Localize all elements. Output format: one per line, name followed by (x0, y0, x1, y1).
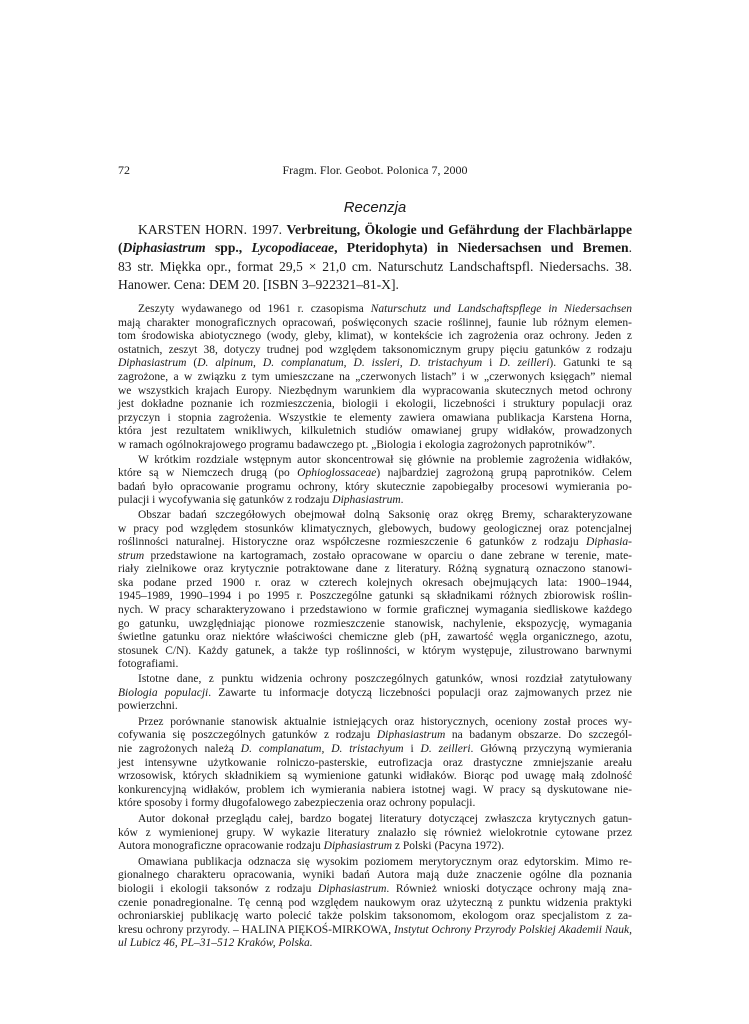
text-line (118, 618, 632, 632)
italic-text: D. zeilleri (499, 357, 550, 370)
text-line (118, 590, 632, 604)
text-segment: 1945–1989, 1990–1994 i po 1995 r. Poszczególne gatunki są składnikami różnych zbiorowisk roślin- (118, 590, 632, 603)
journal-reference: Fragm. Flor. Geobot. Polonica 7, 2000 (282, 163, 468, 177)
paragraph (118, 856, 632, 951)
italic-text: Naturschutz und Landschaftspflege in Niedersachsen (370, 303, 632, 315)
citation-line: Hanower. Cena: DEM 20. [ISBN 3–922321–81-X]. (118, 276, 399, 292)
text-segment: czenie ponadregionalne. Tę cenną pod względem naukowym oraz użyteczną z punktu widzenia praktyki (118, 896, 632, 909)
text-segment: tom środowiska abiotycznego (wody, gleby, klimat), w kontekście ich zagrożenia oraz ochrony. Jeden z (118, 330, 632, 343)
text-line (118, 897, 632, 911)
text-segment: które sposoby i formy długofalowego zabezpieczenia oraz ochrony populacji. (118, 797, 476, 810)
text-segment: powierzchni. (118, 700, 178, 713)
text-segment: Obszar badań szczegółowych obejmował dolną Saksonię oraz okręg Bremy, scharakteryzowane (138, 508, 632, 521)
text-segment: . Zawarte tu informacje dotyczą liczebności populacji oraz zajmowanych przez nie (208, 686, 632, 699)
text-segment: stosunek C/N). Każdy gatunek, a także typ roślinności, w którym występuje, zilustrowano barwnymi (118, 644, 632, 657)
paragraph (118, 454, 632, 508)
text-line (118, 840, 632, 854)
text-line (118, 317, 632, 331)
text-segment: . (400, 494, 404, 507)
text-line (118, 385, 632, 399)
text-line (118, 937, 632, 951)
text-line (118, 330, 632, 344)
italic-text: Diphasiastrum (332, 494, 401, 507)
text-line (118, 797, 632, 811)
text-line (118, 303, 632, 317)
family-name: Lycopodiaceae (251, 240, 335, 256)
text-segment: W krótkim rozdziale wstępnym autor skoncentrował się głównie na problemie zagrożenia widłaków, (138, 453, 632, 466)
text-segment: Autor dokonał przeglądu całej, bardzo bogatej literatury dotyczącej zwłaszcza krytycznych gatun- (138, 812, 632, 825)
text-segment: ska podane przed 1900 r. oraz w czterech kolejnych okresach obejmujących lata: 1900–1944, (118, 576, 632, 589)
text-line (118, 743, 632, 757)
text-segment: nie zagrożonych należą (118, 743, 241, 755)
paragraph (118, 813, 632, 854)
text-segment: . Również wnioski dotyczące ochrony mają zna- (386, 882, 632, 895)
text-line (118, 687, 632, 701)
text-segment: przedstawione na kartogramach, zostało opracowane w oparciu o dane zebrane w terenie, mate- (144, 549, 632, 562)
text-line (118, 856, 632, 870)
text-segment: pulacji i wycofywania się gatunków z rodzaju (118, 494, 333, 507)
italic-text: D. zeilleri (420, 743, 471, 755)
text-line (118, 716, 632, 730)
text-segment: ) najbardziej zagrożoną grupą paprotników. Celem (376, 467, 632, 480)
book-title-part: Verbreitung, Ökologie und Gefährdung der Flachbärlappe (286, 222, 632, 237)
text-segment: która jest rezultatem wnikliwych, kilkuletnich studiów omawianej grupy widłaków, prowadzonych (118, 425, 632, 438)
text-segment: Istotne dane, z punktu widzenia ochrony poszczególnych gatunków, wnosi rozdział zatytułowany (138, 673, 632, 686)
text-segment: ków z wymienionej grupy. W wykazie literatury znalazło się również wielokrotnie cytowane przez (118, 826, 632, 839)
paragraph (118, 303, 632, 453)
text-line (118, 344, 632, 358)
text-line (118, 910, 632, 924)
text-line (118, 550, 632, 564)
text-segment: biologii i ekologii taksonów z rodzaju (118, 882, 318, 895)
text-segment: na badanym obszarze. Do szczegól- (445, 729, 633, 742)
text-segment: Zeszyty wydawanego od 1961 r. czasopisma (138, 303, 371, 315)
text-line (118, 784, 632, 798)
text-line (118, 813, 632, 827)
text-line (118, 357, 632, 371)
text-segment: . Główną przyczyną wymierania (470, 743, 632, 755)
text-segment: i (482, 357, 500, 370)
text-line (118, 827, 632, 841)
author-signature: HALINA PIĘKOŚ-MIRKOWA (241, 923, 389, 936)
text-segment: nych. W pracy scharakteryzowano i przedstawiono w formie graficznej wymagania siedliskowe każdego (118, 604, 632, 617)
price-isbn: 20. [ISBN 3–922321–81-X]. (239, 276, 399, 292)
text-line (118, 757, 632, 771)
book-citation (118, 221, 632, 294)
text-segment: ochroniarskiej publikację warto polecić także polskim taksonomom, ekologom oraz specjalistom z za- (118, 910, 632, 923)
page-number: 72 (118, 163, 130, 177)
text-segment: roślinności naturalnej. Historyczne oraz współczesne rozmieszczenie 6 gatunków z rodzaju (118, 536, 586, 549)
text-line (118, 563, 632, 577)
text-segment: zagrożone, a w związku z tym umieszczane na „czerwonych listach” i w „czerwonych księgach” niemal (118, 370, 632, 383)
text-line (118, 509, 632, 523)
italic-text: Biologia populacji (118, 686, 209, 699)
citation-line: (Diphasiastrum spp., Lycopodiaceae, Pteridophyta) in Niedersachsen und Bremen. (118, 240, 632, 256)
text-line (118, 523, 632, 537)
review-body (118, 303, 632, 951)
text-line (118, 924, 632, 938)
genus-name: Diphasiastrum (122, 240, 206, 256)
text-line (118, 883, 632, 897)
italic-text: Diphasiastrum (118, 357, 187, 370)
publication-details: 83 str. Miękka opr., format 29,5 × 21,0 cm. Naturschutz Landschaftspfl. Niedersachs. 38. (118, 258, 632, 274)
text-segment: , (388, 923, 395, 936)
text-line (118, 700, 632, 714)
text-line (118, 673, 632, 687)
text-line (118, 658, 632, 672)
italic-text: Diphasiastrum (376, 729, 446, 742)
text-line (118, 604, 632, 618)
text-segment: w ramach ogólnokrajowego programu badawczego pt. „Biologia i ekologia zagrożonych paprotników”. (118, 438, 596, 451)
paragraph (118, 716, 632, 811)
italic-text: D. alpinum, D. complanatum, D. issleri, D. tristachyum (197, 357, 483, 370)
text-line (118, 494, 632, 508)
italic-text: Diphasiastrum (323, 840, 393, 853)
text-line (118, 454, 632, 468)
text-segment: riały zielnikowe oraz krytycznie potraktowane dane z literatury. Różną sygnaturą oznaczono stanowi- (118, 563, 632, 576)
paragraph (118, 673, 632, 714)
italic-text: strum (118, 549, 145, 562)
text-line (118, 770, 632, 784)
italic-text: ul Lubicz 46, PL–31–512 Kraków, Polska. (118, 937, 313, 950)
text-segment: jest dokładne poznanie ich rozmieszczenia, biologii i ekologii, liczebności i struktury populacji oraz (118, 398, 632, 411)
text-line (118, 371, 632, 385)
italic-text: D. complanatum, D. tristachyum (240, 743, 404, 755)
text-segment: jest intensywne użytkowanie rolniczo-pasterskie, eutrofizacja oraz drastyczne zmniejszanie areału (118, 756, 632, 769)
text-line (118, 869, 632, 883)
text-segment: kresu ochrony przyrody. – (118, 923, 242, 936)
text-line (118, 481, 632, 495)
text-line (118, 645, 632, 659)
text-segment: cofywania się poszczególnych gatunków z rodzaju (118, 729, 377, 742)
text-line (118, 729, 632, 743)
text-segment: ( (186, 357, 198, 370)
paragraph (118, 509, 632, 672)
text-line (118, 425, 632, 439)
italic-text: Ophioglossaceae (297, 467, 377, 480)
text-segment: świetlne gatunku oraz niektóre właściwości chemiczne gleb (pH, zawartość węgla organicznego, azotu, (118, 631, 632, 644)
text-line (118, 439, 632, 453)
text-segment: ostatnich, zeszyt 38, dotyczy trudnej pod względem taksonomicznym grupy pięciu gatunków z rodzaju (118, 343, 632, 356)
text-segment: gionalnego charakteru opracowania, wyniki badań Autora mają duże znaczenie ogólne dla poznania (118, 869, 632, 882)
text-segment: wrzosowisk, których składnikiem są wymienione gatunki widłaków. Biorąc pod uwagę małą zdolność (118, 770, 632, 783)
text-segment: Przez porównanie stanowisk aktualnie istniejących oraz historycznych, oceniony został proces wy- (138, 715, 632, 728)
text-line (118, 536, 632, 550)
text-segment: które są w Niemczech drugą (po (118, 467, 298, 480)
text-segment: Omawiana publikacja odznacza się wysokim poziomem merytorycznym oraz edytorskim. Mimo re- (138, 855, 632, 868)
text-segment: konkurencyjną widłaków, problem ich wymierania nabiera istotnej wagi. W pracy są dyskutowane nie- (118, 783, 632, 796)
text-segment: badań było opracowanie programu ochrony, który skutecznie zapobiegałby procesowi wymierania po- (118, 480, 632, 493)
text-segment: fotografiami. (118, 658, 179, 671)
text-segment: z Polski (Pacyna 1972). (392, 840, 505, 853)
currency: DEM (208, 276, 240, 292)
text-segment: i (403, 743, 421, 755)
text-line (118, 577, 632, 591)
text-segment: Autora monograficzne opracowanie rodzaju (118, 840, 324, 853)
author-name: KARSTEN HORN. 1997. (138, 222, 287, 237)
italic-text: Diphasia- (586, 536, 632, 549)
text-segment: ). Gatunki te są (549, 357, 632, 370)
text-segment: w pracy pod względem stosunków klimatycznych, glebowych, budowy geologicznej oraz potencjalnej (118, 522, 632, 535)
text-line (118, 412, 632, 426)
text-segment: go gatunku, uwzględniając pionowe rozmieszczenie stanowisk, nachylenie, ekspozycję, wymagania (118, 617, 632, 630)
text-segment: mają charakter monograficznych opracowań, poświęconych szacie roślinnej, faunie lub różnym elemen- (118, 316, 632, 329)
section-title: Recenzja (343, 199, 407, 216)
running-head (118, 163, 632, 179)
text-segment: przyczyn i stopnia zagrożenia. Wszystkie te elementy zawiera omawiana publikacja Karstena Horna, (118, 411, 632, 424)
italic-text: Diphasiastrum (318, 882, 387, 895)
citation-line (118, 221, 632, 239)
text-line (118, 467, 632, 481)
text-line (118, 631, 632, 645)
text-line (118, 398, 632, 412)
italic-text: Instytut Ochrony Przyrody Polskiej Akademii Nauk, (394, 923, 632, 936)
text-segment: we wszystkich krajach Europy. Niezbędnym warunkiem dla wypracowania skutecznych metod ochrony (118, 384, 632, 397)
citation-line (118, 258, 632, 276)
